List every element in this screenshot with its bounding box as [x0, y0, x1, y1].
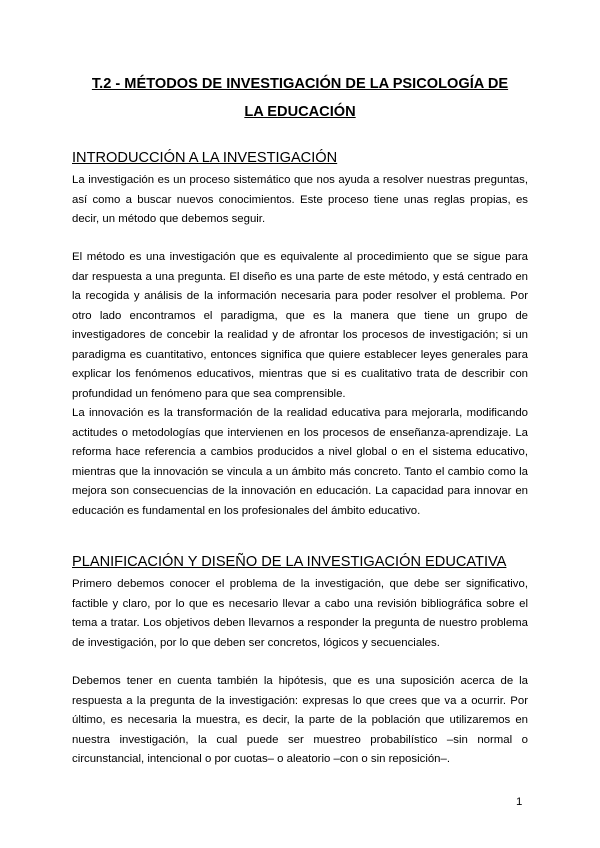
paragraph-investigacion: La investigación es un proceso sistemático que nos ayuda a resolver nuestras preguntas, así como a buscar nuevos conocimientos. Este proceso tiene unas reglas propias, es decir, un método que debemos seguir.	[72, 174, 528, 225]
paragraph-metodo: El método es una investigación que es equivalente al procedimiento que se sigue para dar respuesta a una pregunta. El diseño es una parte de este método, y está centrado en la recogida y análisis de la información necesaria para poder resolver el problema. Por otro lado encontramos el paradigma, que es la manera que tiene un grupo de investigadores de concebir la realidad y de afrontar los procesos de investigación; si un paradigma es cuantitativo, entonces significa que quiere establecer leyes generales para explicar los fenómenos educativos, mientras que si es cualitativo trata de describir con profundidad un fenómeno para que sea comprensible.	[72, 251, 528, 400]
document-title	[72, 70, 528, 126]
page-number: 1	[516, 796, 523, 808]
paragraph-problema: Primero debemos conocer el problema de la investigación, que debe ser significativo, factible y claro, por lo que es necesario llevar a cabo una revisión bibliográfica sobre el tema a tratar. Los objetivos deben llevarnos a responder la pregunta de nuestro problema de investigación, por lo que deben ser concretos, lógicos y secuenciales.	[72, 578, 528, 649]
paragraph-innovacion: La innovación es la transformación de la realidad educativa para mejorarla, modificando actitudes o metodologías que intervienen en los procesos de enseñanza-aprendizaje. La reforma hace referencia a cambios producidos a nivel global o en el sistema educativo, mientras que la innovación se vincula a un ámbito más concreto. Tanto el cambio como la mejora son consecuencias de la innovación en educación. La capacidad para innovar en educación es fundamental en los profesionales del ámbito educativo.	[72, 407, 528, 517]
title-line-1: T.2 - MÉTODOS DE INVESTIGACIÓN DE LA PSICOLOGÍA DE	[91, 76, 509, 92]
section-heading-introduccion: INTRODUCCIÓN A LA INVESTIGACIÓN	[72, 150, 338, 166]
title-line-2: LA EDUCACIÓN	[244, 104, 356, 120]
section-heading-planificacion: PLANIFICACIÓN Y DISEÑO DE LA INVESTIGACIÓN EDUCATIVA	[72, 554, 507, 570]
paragraph-hipotesis: Debemos tener en cuenta también la hipótesis, que es una suposición acerca de la respuesta a la pregunta de la investigación: expresas lo que crees que va a ocurrir. Por último, es necesaria la muestra, es decir, la parte de la población que utilizaremos en nuestra investigación, la cual puede ser muestreo probabilístico –sin normal o circunstancial, intencional o por cuotas– o aleatorio –con o sin reposición–.	[72, 675, 528, 765]
